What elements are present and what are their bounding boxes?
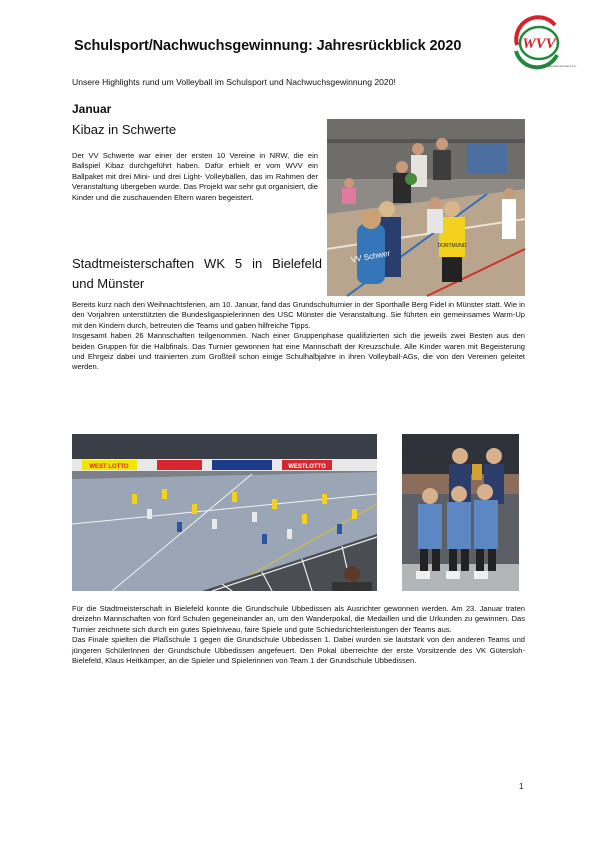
wvv-logo — [511, 15, 577, 69]
paragraph-bielefeld-final: Das Finale spielten die Plaßschule 1 gegen die Grundschule Ubbedissen 1. Dabei wurden sie lautstark von den anderen Teams und jüngeren SchülerInnen der Grundschule Ubbedissen angefeuert. Den Pokal überreichte der erste Vorsitzende des VK Gütersloh-Bielefeld, Klaus Heitkämper, an die Spieler und Spielerinnen von Team 1 der Grundschule Ubbedissen. — [72, 635, 525, 666]
paragraph-muenster-result: Insgesamt haben 26 Mannschaften teilgenommen. Nach einer Gruppenphase qualifizierten sich die jeweils zwei Besten aus den beiden Gruppen für die Halbfinals. Das Turnier gewonnen hat eine Mannschaft der Kreuzschule. Alle Kinder waren mit Begeisterung und Ehrgeiz dabei und trainierten zum Großteil schon einige Schulhalbjahre in ihren Volleyball-AGs, die von den Vereinen geleitet werden. — [72, 331, 525, 372]
kibaz-paragraph: Der VV Schwerte war einer der ersten 10 Vereine in NRW, die ein Ballspiel Kibaz durchgeführt haben. Dafür erhielt er vom WVV ein Ballpaket mit drei Mini- und drei Light- Volleybällen, das im Rahmen der Veranstaltung übergeben wurde. Das Projekt war sehr gut organisiert, die Kinder und die zuschauenden Eltern waren begeistert. — [72, 151, 318, 202]
photo-team-trophy — [402, 434, 519, 591]
photo-kibaz-schwerte — [327, 119, 525, 296]
banner-left: WEST LOTTO — [89, 464, 129, 470]
svg-text:WVV: WVV — [522, 36, 556, 52]
intro-text: Unsere Highlights rund um Volleyball im Schulsport und Nachwuchsgewinnung 2020! — [72, 77, 396, 87]
section-heading-kibaz: Kibaz in Schwerte — [72, 122, 177, 137]
jersey-text: DORTMUND — [437, 243, 467, 249]
svg-text:Westdeutscher Volleyball-Verba: Westdeutscher Volleyball-Verband e.V. — [525, 64, 577, 68]
section-heading-stadtmeisterschaften: Stadtmeisterschaften WK 5 in Bielefeld und Münster — [72, 256, 322, 291]
photo-tournament-hall — [72, 434, 377, 591]
stadtmeisterschaften-paragraph-2 — [72, 604, 525, 666]
shirt-text: VV Schwer — [350, 248, 391, 265]
page-number: 1 — [519, 782, 524, 791]
stadtmeisterschaften-paragraph-1 — [72, 300, 525, 373]
paragraph-muenster: Bereits kurz nach den Weihnachtsferien, am 10. Januar, fand das Grundschulturnier in der Sporthalle Berg Fidel in Münster statt. Wie in den Vorjahren unterstützten die Bundesligaspielerinnen des USC Münster die Veranstaltung. Sie führten ein gemeinsames Warm-Up mit den Kindern durch, betreuten die Teams und gaben hilfreiche Tipps. — [72, 300, 525, 330]
banner-right: WESTLOTTO — [288, 464, 326, 470]
page-title: Schulsport/Nachwuchsgewinnung: Jahresrückblick 2020 — [74, 38, 462, 54]
paragraph-bielefeld: Für die Stadtmeisterschaft in Bielefeld konnte die Grundschule Ubbedissen als Ausrichter gewonnen werden. Am 23. Januar traten dreizehn Mannschaften von fünf Schulen gegeneinander an, um den Wanderpokal, die Medaillen und die Urkunden zu gewinnen. Das Turnier zeichnete sich durch ein gutes Spielniveau, faire Spiele und gute Schiedsrichterleistungen der Teams aus. — [72, 604, 525, 634]
month-heading: Januar — [72, 102, 112, 116]
